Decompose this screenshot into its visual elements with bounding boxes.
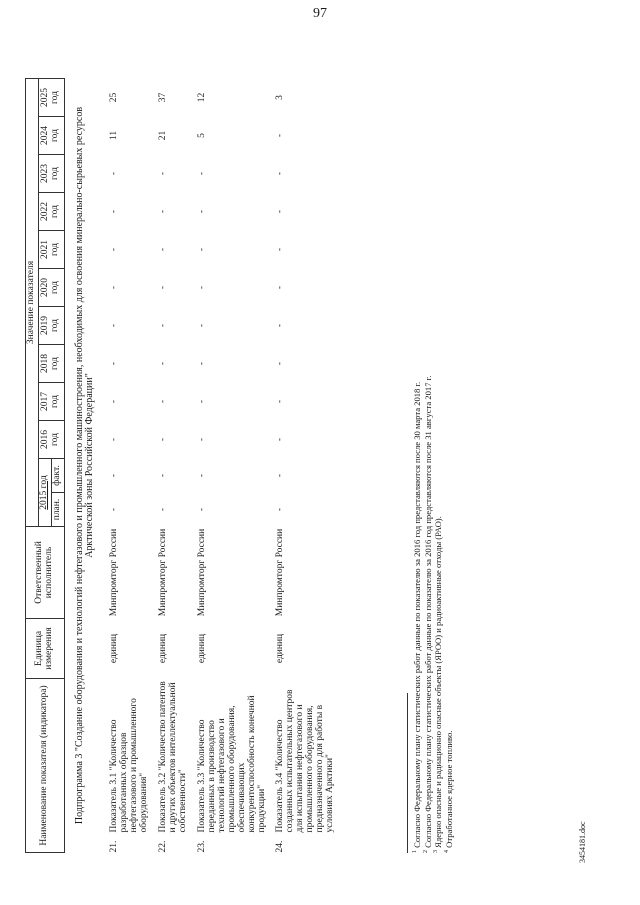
row-value: - xyxy=(275,507,286,512)
row-value: - xyxy=(275,361,286,366)
footnote xyxy=(433,376,444,853)
indicators-table xyxy=(25,78,337,853)
row-index: 21. xyxy=(108,840,119,853)
row-value: - xyxy=(108,247,119,252)
header-fact: факт. xyxy=(51,459,64,493)
footnote-mark: 3 xyxy=(433,850,440,853)
header-year-2023: 2023 год xyxy=(38,155,64,193)
row-value: - xyxy=(196,361,207,366)
row-index: 22. xyxy=(157,840,168,853)
subprogram-title: Подпрограмма 3 "Создание оборудования и технологий нефтегазового и промышленного машиностроения, необходимых для освоения минерально-сырьевых ресурсов Арктической зоны Российской Федерации" xyxy=(73,106,96,825)
row-value: - xyxy=(196,171,207,176)
indicator-rows xyxy=(102,79,337,853)
footnotes xyxy=(407,376,455,853)
row-value: - xyxy=(196,323,207,328)
row-executor: Минпромторг России xyxy=(196,528,207,617)
header-year-2025: 2025 год xyxy=(38,79,64,117)
row-name: Показатель 3.1 "Количество разработанных образцов нефтегазового и промышленного оборудования" xyxy=(108,698,149,833)
row-value: - xyxy=(275,209,286,214)
header-year-2021: 2021 год xyxy=(38,231,64,269)
row-value: - xyxy=(157,209,168,214)
row-value: - xyxy=(196,247,207,252)
header-year-2022: 2022 год xyxy=(38,193,64,231)
header-year-2017: 2017 год xyxy=(38,383,64,421)
row-value: - xyxy=(108,171,119,176)
row-value: - xyxy=(196,473,207,478)
row-value: - xyxy=(157,437,168,442)
row-name: Показатель 3.2 "Количество патентов и других объектов интеллектуальной собственности" xyxy=(157,681,188,833)
header-executor: Ответственный исполнитель xyxy=(26,527,65,619)
header-year-2024: 2024 год xyxy=(38,117,64,155)
table-row xyxy=(102,79,151,853)
row-value: 25 xyxy=(108,92,119,103)
header-row-1 xyxy=(26,79,39,853)
footnote-text: Отработанное ядерное топливо. xyxy=(444,730,455,848)
row-value: - xyxy=(157,473,168,478)
row-value: - xyxy=(108,473,119,478)
row-value: - xyxy=(196,285,207,290)
row-value: - xyxy=(196,399,207,404)
row-value: - xyxy=(196,437,207,442)
row-value: - xyxy=(275,473,286,478)
table-row xyxy=(151,79,190,853)
row-unit: единиц xyxy=(108,633,119,664)
row-value: - xyxy=(157,361,168,366)
header-name: Наименование показателя (индикатора) xyxy=(26,679,65,853)
row-value: - xyxy=(275,399,286,404)
footnote-text: Ядерно опасные и радиационно опасные объекты (ЯРОО) и радиоактивные отходы (РАО). xyxy=(433,516,444,848)
row-value: - xyxy=(157,399,168,404)
row-value: 5 xyxy=(196,133,207,138)
row-executor: Минпромторг России xyxy=(275,528,286,617)
row-value: - xyxy=(108,437,119,442)
row-value: - xyxy=(108,507,119,512)
footnote-mark: 1 xyxy=(412,850,419,853)
page-number: 97 xyxy=(313,6,327,21)
header-year-2018: 2018 год xyxy=(38,345,64,383)
footnote-text: Согласно Федеральному плану статистических работ данные по показателю за 2016 год представляются после 31 августа 2017 г. xyxy=(422,375,433,848)
footnote xyxy=(412,376,423,853)
row-index: 24. xyxy=(275,840,286,853)
row-value: - xyxy=(108,209,119,214)
row-value: - xyxy=(157,285,168,290)
row-value: - xyxy=(157,323,168,328)
row-value: - xyxy=(275,285,286,290)
row-value: 37 xyxy=(157,92,168,103)
row-value: 11 xyxy=(108,130,119,141)
header-year-2015: 2015 год xyxy=(38,459,51,527)
row-unit: единиц xyxy=(196,633,207,664)
row-executor: Минпромторг России xyxy=(108,528,119,617)
footnote-mark: 4 xyxy=(444,850,451,853)
header-unit: Единица измерения xyxy=(26,619,65,679)
row-unit: единиц xyxy=(275,633,286,664)
document-id: 3454181.doc xyxy=(578,821,587,863)
row-value: - xyxy=(108,361,119,366)
header-plan: план. xyxy=(51,493,64,527)
row-name: Показатель 3.4 "Количество созданных испытательных центров для испытания нефтегазового и промышленного оборудования, предназначенного для работы в условиях Арктики" xyxy=(275,689,336,833)
row-value: - xyxy=(275,133,286,138)
table-row xyxy=(190,79,269,853)
row-value: - xyxy=(275,437,286,442)
row-value: - xyxy=(275,171,286,176)
row-value: - xyxy=(196,209,207,214)
table-row xyxy=(268,79,337,853)
subprogram-row xyxy=(64,79,102,853)
footnote xyxy=(423,376,434,853)
row-value: - xyxy=(157,507,168,512)
header-year-2020: 2020 год xyxy=(38,269,64,307)
row-value: 3 xyxy=(275,95,286,100)
row-value: 21 xyxy=(157,130,168,141)
row-name: Показатель 3.3 "Количество переданных в производство технологий нефтегазового и промышленного оборудования, обеспечивающих конкурентоспособность конечной продукции" xyxy=(196,695,267,833)
row-value: - xyxy=(108,323,119,328)
header-values-title: Значение показателя xyxy=(26,79,39,527)
footnote-divider xyxy=(407,693,408,853)
footnote-mark: 2 xyxy=(422,850,429,853)
row-value: - xyxy=(157,171,168,176)
row-index: 23. xyxy=(196,840,207,853)
row-value: 12 xyxy=(196,92,207,103)
row-value: - xyxy=(108,285,119,290)
row-value: - xyxy=(196,507,207,512)
rotated-page-content xyxy=(25,3,585,863)
header-year-2019: 2019 год xyxy=(38,307,64,345)
row-unit: единиц xyxy=(157,633,168,664)
header-year-2016: 2016 год xyxy=(38,421,64,459)
footnote xyxy=(444,376,455,853)
row-value: - xyxy=(157,247,168,252)
row-value: - xyxy=(275,323,286,328)
row-executor: Минпромторг России xyxy=(157,528,168,617)
row-value: - xyxy=(108,399,119,404)
row-value: - xyxy=(275,247,286,252)
footnote-text: Согласно Федеральному плану статистических работ данные по показателю за 2016 год представляются после 30 марта 2018 г. xyxy=(412,381,422,848)
